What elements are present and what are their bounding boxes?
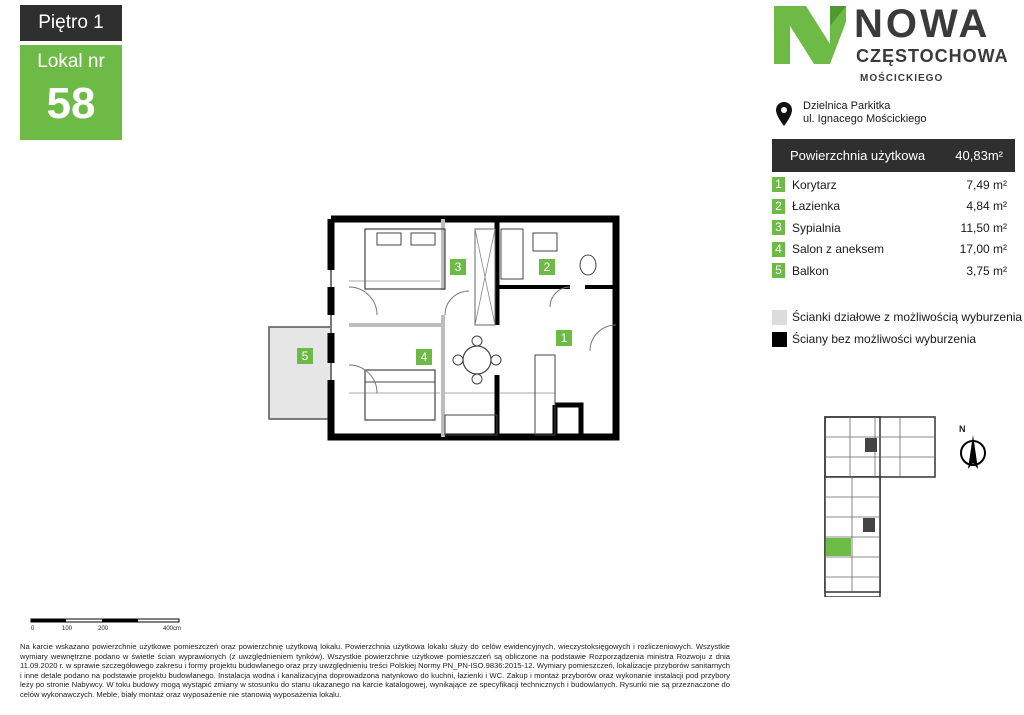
legend-fixed-label: Ściany bez możliwości wyburzenia — [792, 332, 977, 346]
building-key-plan — [795, 412, 940, 597]
area-summary-label: Powierzchnia użytkowa — [790, 148, 926, 163]
brand-logo — [774, 2, 1024, 96]
room-list — [772, 174, 1015, 282]
address-line2: ul. Ignacego Mościckiego — [803, 113, 927, 125]
room-name: Balkon — [792, 263, 829, 278]
scale-bar — [30, 618, 180, 626]
compass-label: N — [959, 424, 966, 434]
room-name: Salon z aneksem — [792, 242, 885, 257]
brand-line1: NOWA — [854, 2, 991, 46]
brand-line3: MOŚCICKIEGO — [860, 73, 944, 84]
balcony-area — [269, 327, 331, 419]
location-pin-icon — [776, 102, 792, 126]
scale-label-200: 200 — [98, 626, 109, 632]
unit-label: Lokal nr — [37, 51, 105, 72]
removable-wall-swatch — [772, 310, 787, 325]
area-summary-value: 40,83m² — [955, 148, 1003, 163]
unit-badge — [20, 45, 122, 140]
scale-label-0: 0 — [31, 626, 35, 632]
plan-label-5: 5 — [297, 348, 313, 364]
room-number: 3 — [772, 220, 785, 235]
room-area: 17,00 m² — [959, 242, 1007, 257]
room-number: 5 — [772, 263, 785, 278]
legend-fixed — [772, 328, 1022, 350]
fixed-wall-swatch — [772, 332, 787, 347]
room-area: 7,49 m² — [966, 177, 1007, 192]
plan-label-1: 1 — [556, 330, 572, 346]
room-number: 1 — [772, 177, 785, 192]
room-name: Korytarz — [792, 177, 837, 192]
wall-legend — [772, 306, 1022, 350]
room-area: 3,75 m² — [966, 263, 1007, 278]
address — [776, 100, 927, 126]
room-row — [772, 217, 1015, 239]
room-row — [772, 196, 1015, 218]
floor-label: Piętro 1 — [20, 5, 122, 41]
unit-number: 58 — [46, 79, 96, 128]
area-summary — [772, 139, 1015, 172]
legend-removable — [772, 306, 1022, 328]
brand-line2: CZĘSTOCHOWA — [856, 46, 1009, 66]
room-row — [772, 174, 1015, 196]
scale-label-100: 100 — [62, 626, 73, 632]
unit-location-highlight — [826, 538, 851, 556]
room-area: 4,84 m² — [966, 199, 1007, 214]
disclaimer-text: Na karcie wskazano powierzchnie użytkowe pomieszczeń oraz powierzchnię użytkową lokalu. Powierzchnia użytkowa lokalu służy do celów ewidencyjnych, wieczystoksięgowych i rozliczeniowych. Wszystkie wymiary wewnętrzne podano w świetle ścian wyprawionych (z uwzględnieniem tynków). Wszystkie powierzchnie użytkowe pomieszczeń są obliczone na podstawie Rozporządzenia ministra Rozwoju z dnia 11.09.2020 r. w sprawie szczegółowego zakresu i formy projektu budowlanego oraz przy uwzględnieniu treści Polskiej Normy PN_PN-ISO.9836:2015-12. Wymiary pomieszczeń, lokalizacje przyborów sanitarnych i inne detale podano na podstawie projektu budowlanego. Instalacja wodna i kanalizacyjna doprowadzona natynkowo do kuchni, łazienki i WC. Zakup i montaż przyborów oraz wykonanie instalacji pod przybory leży po stronie Nabywcy. W toku budowy mogą wystąpić zmiany w stosunku do stanu ukazanego na karcie katalogowej, wynikające ze specyfikacji technicznych i budowlanych. Rysunki nie są przeznaczone do celów wykonawczych. Meble, biały montaż oraz wyposażenie nie stanowią wyposażenia lokalu. — [20, 642, 730, 699]
address-line1: Dzielnica Parkitka — [803, 100, 891, 112]
plan-label-2: 2 — [539, 259, 555, 275]
legend-removable-label: Ścianki działowe z możliwością wyburzenia — [792, 310, 1023, 324]
plan-label-4: 4 — [416, 349, 432, 365]
logo-n-icon — [774, 6, 846, 64]
room-number: 4 — [772, 242, 785, 257]
floor-plan — [265, 215, 625, 443]
room-number: 2 — [772, 199, 785, 214]
plan-label-3: 3 — [450, 259, 466, 275]
scale-label-400: 400cm — [163, 626, 182, 632]
room-name: Łazienka — [792, 199, 841, 214]
room-area: 11,50 m² — [960, 220, 1007, 235]
room-row — [772, 239, 1015, 261]
room-name: Sypialnia — [792, 220, 841, 235]
room-row — [772, 260, 1015, 282]
